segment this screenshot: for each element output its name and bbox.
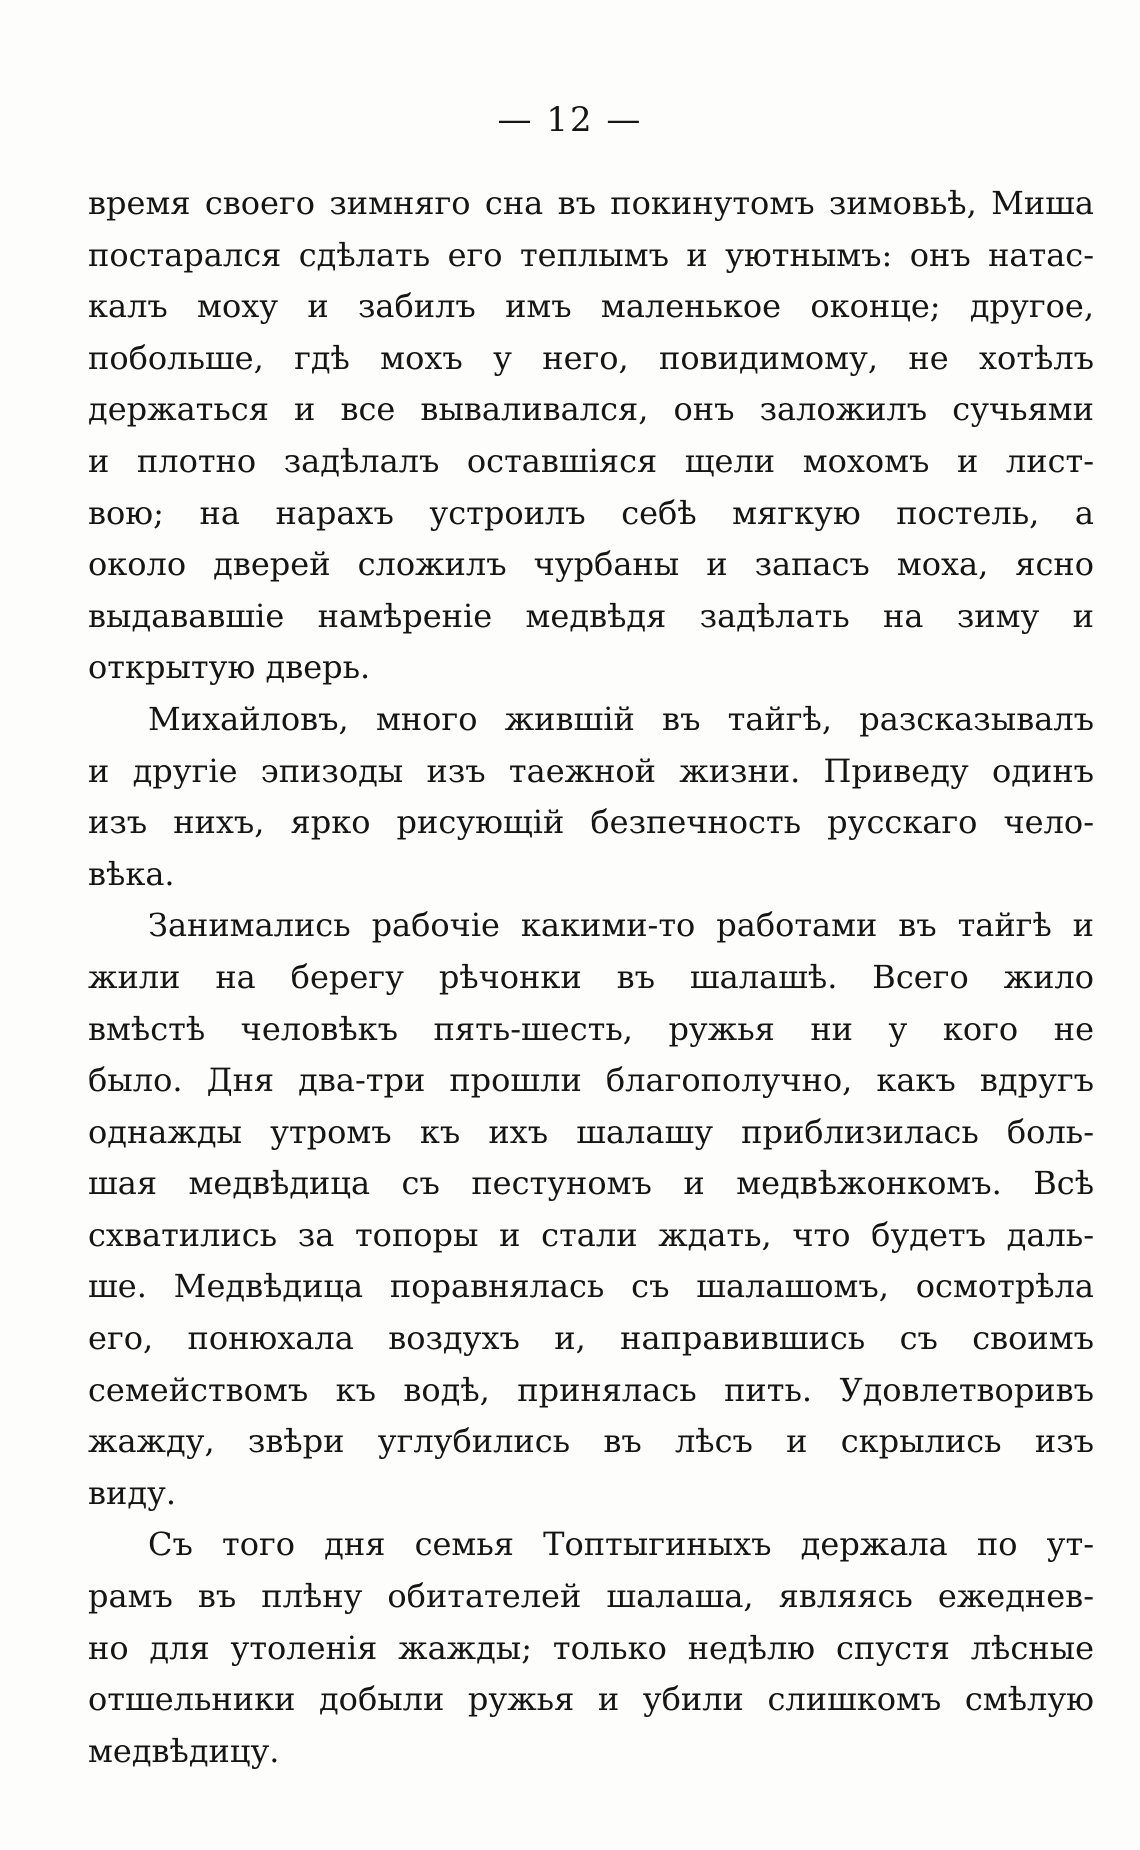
text-line: медвѣдицу. — [88, 1731, 280, 1770]
text-line: его, понюхала воздухъ и, направившись съ своимъ — [88, 1319, 1094, 1358]
text-line: и другіе эпизоды изъ таежной жизни. Приведу одинъ — [88, 751, 1094, 790]
text-line: виду. — [88, 1473, 177, 1512]
text-line: изъ нихъ, ярко рисующій безпечность русскаго чело- — [88, 803, 1094, 842]
page-number: — 12 — — [497, 100, 643, 140]
text-line: Съ того дня семья Топтыгиныхъ держала по ут- — [148, 1525, 1094, 1564]
text-line: шая медвѣдица съ пестуномъ и медвѣжонкомъ. Всѣ — [88, 1164, 1094, 1203]
text-line: вмѣстѣ человѣкъ пять-шесть, ружья ни у кого не — [88, 1009, 1094, 1048]
text-line: держаться и все вываливался, онъ заложилъ сучьями — [88, 390, 1094, 429]
text-line: отшельники добыли ружья и убили слишкомъ смѣлую — [88, 1680, 1094, 1719]
text-line: но для утоленія жажды; только недѣлю спустя лѣсные — [88, 1628, 1094, 1667]
text-line: вѣка. — [88, 854, 175, 893]
text-line: было. Дня два-три прошли благополучно, какъ вдругъ — [88, 1061, 1094, 1100]
text-line: открытую дверь. — [88, 648, 371, 687]
text-line: выдававшіе намѣреніе медвѣдя задѣлать на зиму и — [88, 596, 1094, 635]
text-line: жажду, звѣри углубились въ лѣсъ и скрылись изъ — [88, 1422, 1094, 1461]
paragraph-2 — [88, 694, 1094, 900]
text-line: рамъ въ плѣну обитателей шалаша, являясь ежеднев- — [88, 1577, 1094, 1616]
text-line: схватились за топоры и стали ждать, что будетъ даль- — [88, 1215, 1094, 1254]
text-line: калъ моху и забилъ имъ маленькое оконце; другое, — [88, 287, 1094, 326]
text-line: постарался сдѣлать его теплымъ и уютнымъ: онъ натас- — [88, 235, 1094, 274]
paragraph-4 — [88, 1519, 1094, 1777]
text-line: Михайловъ, много жившій въ тайгѣ, разсказывалъ — [148, 699, 1094, 738]
text-line: жили на берегу рѣчонки въ шалашѣ. Всего жило — [88, 957, 1094, 996]
text-line: Занимались рабочіе какими-то работами въ тайгѣ и — [148, 906, 1094, 945]
paragraph-1 — [88, 178, 1094, 694]
text-body — [88, 178, 1094, 1777]
text-line: семействомъ къ водѣ, принялась пить. Удовлетворивъ — [88, 1370, 1094, 1409]
text-line: ше. Медвѣдица поравнялась съ шалашомъ, осмотрѣла — [88, 1267, 1094, 1306]
text-line: и плотно задѣлалъ оставшіяся щели мохомъ и лист- — [88, 441, 1094, 480]
text-line: около дверей сложилъ чурбаны и запасъ моха, ясно — [88, 545, 1094, 584]
text-line: вою; на нарахъ устроилъ себѣ мягкую постель, а — [88, 493, 1094, 532]
paragraph-3 — [88, 900, 1094, 1519]
text-line: побольше, гдѣ мохъ у него, повидимому, не хотѣлъ — [88, 338, 1094, 377]
text-line: время своего зимняго сна въ покинутомъ зимовьѣ, Миша — [88, 184, 1094, 222]
text-line: однажды утромъ къ ихъ шалашу приблизилась боль- — [88, 1112, 1094, 1151]
